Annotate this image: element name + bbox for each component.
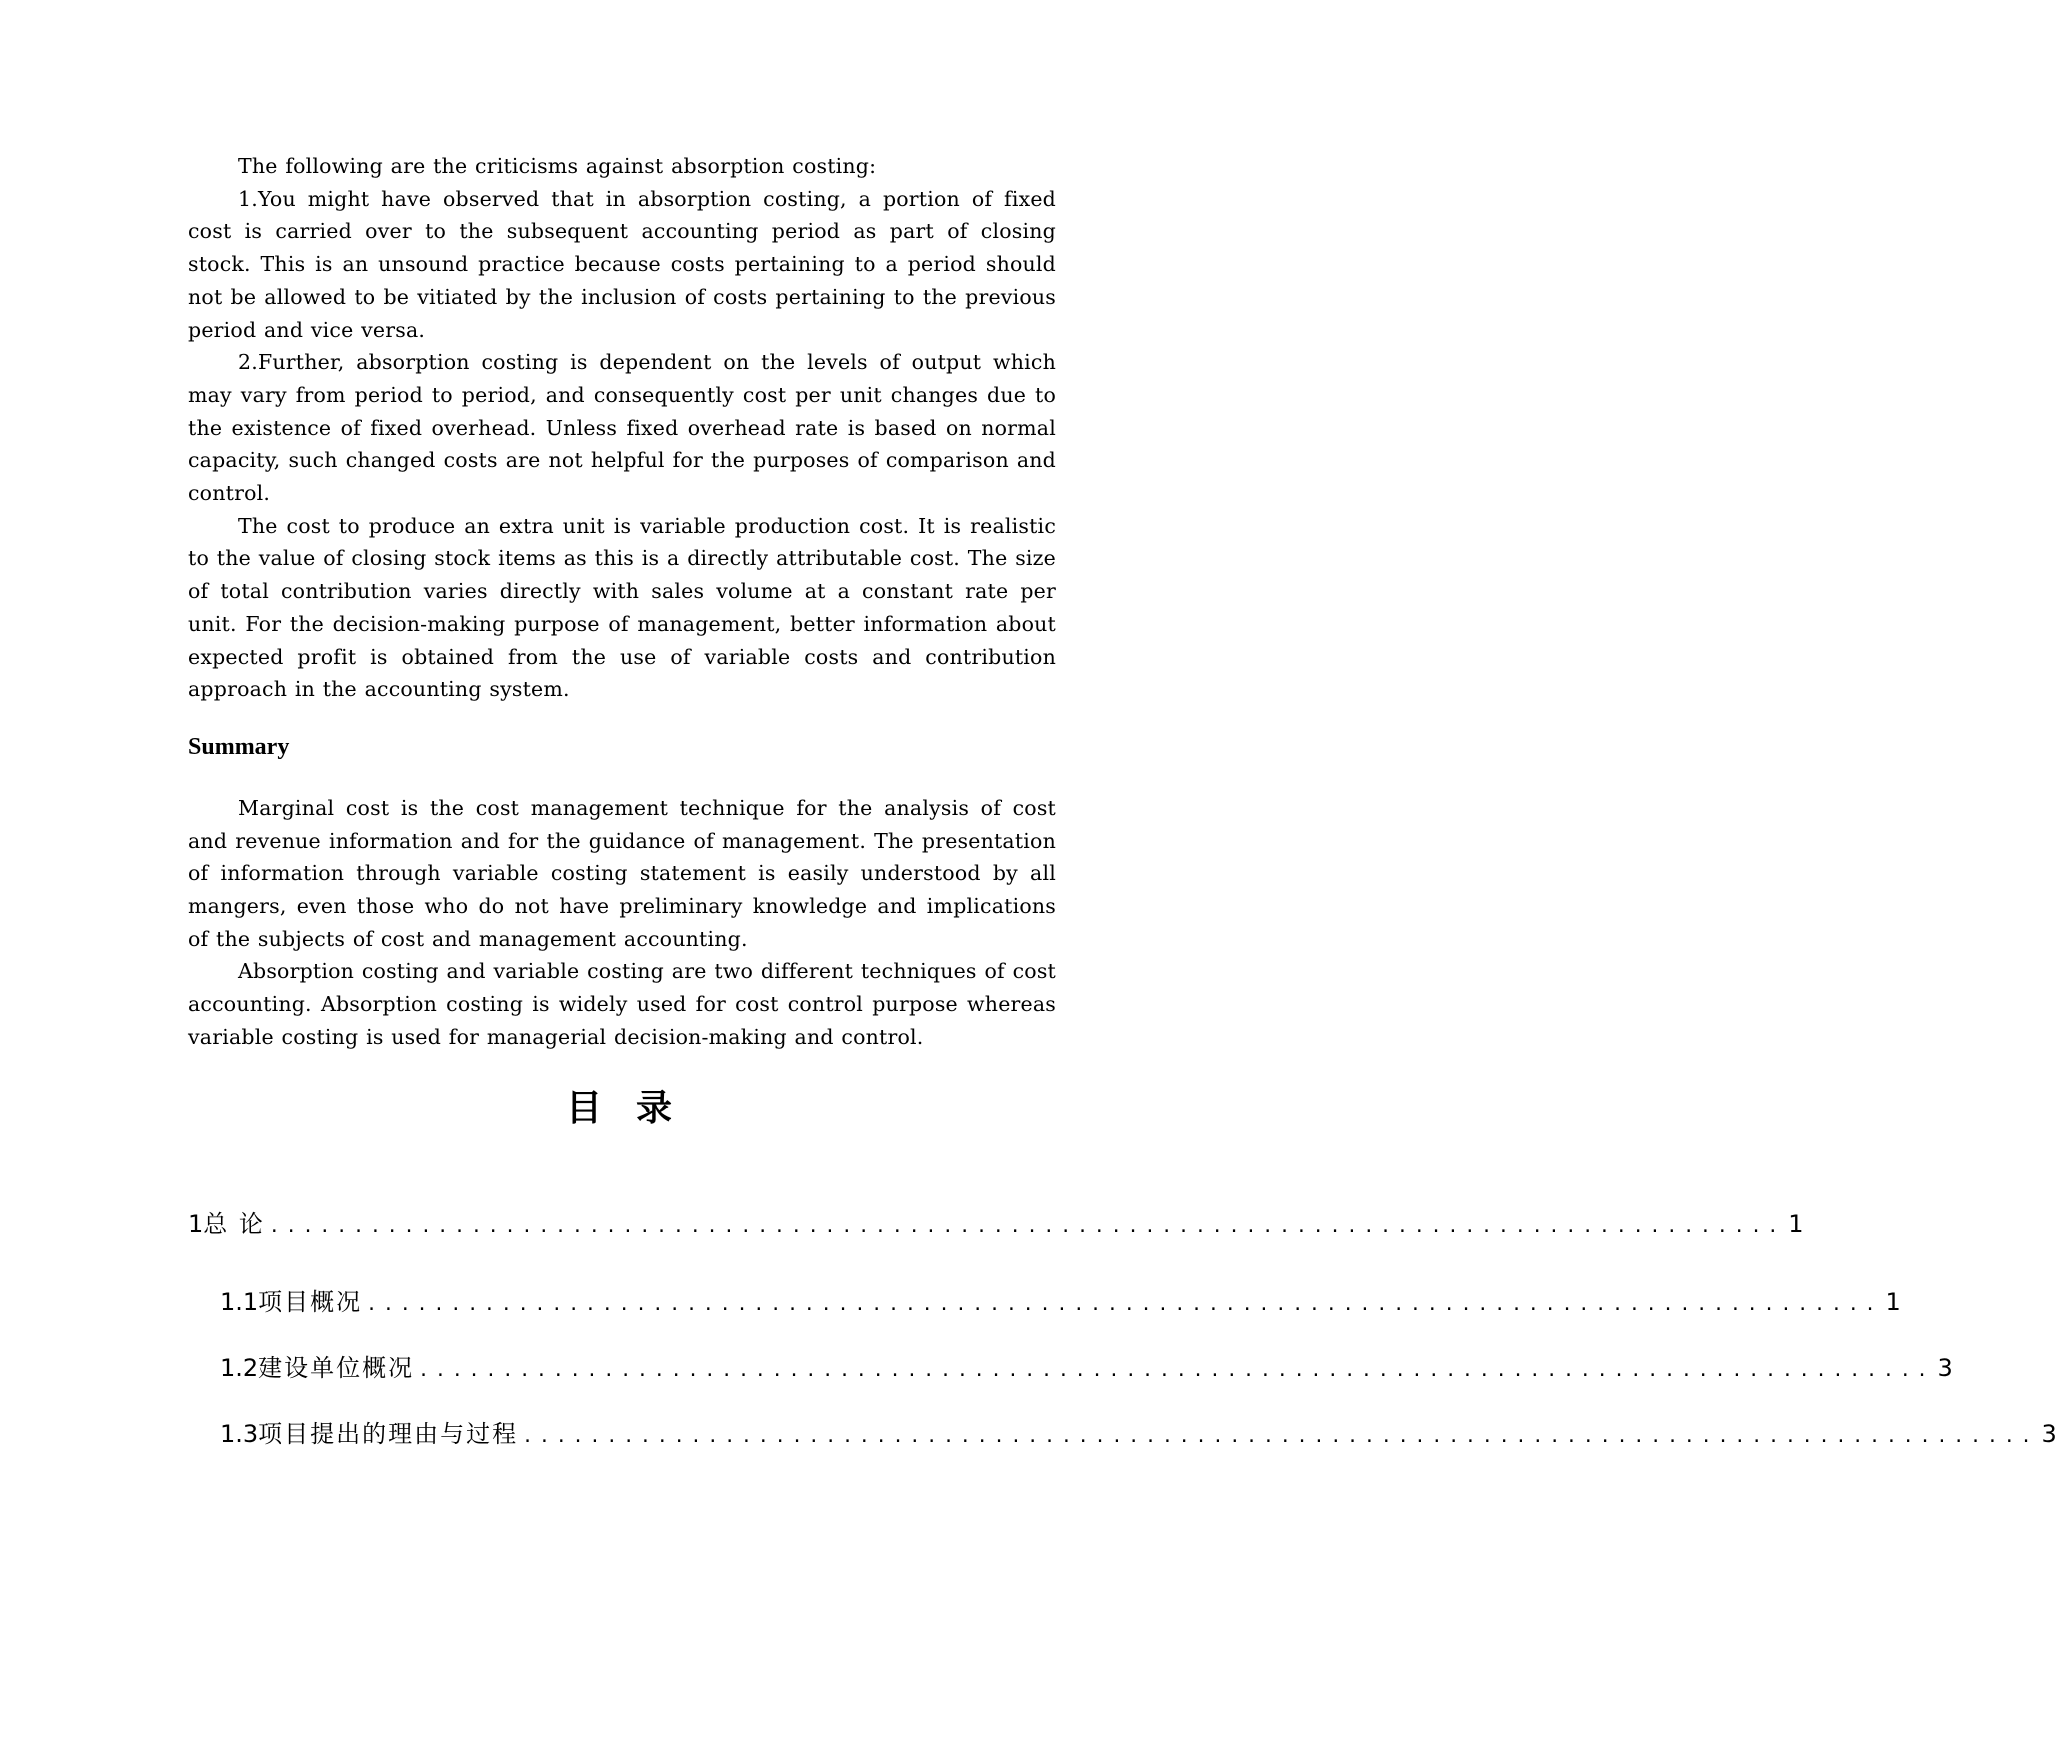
toc-entry-number: 1.3 bbox=[220, 1419, 259, 1448]
toc-leader-dots: .......................................................................................... bbox=[418, 1359, 1934, 1381]
table-of-contents bbox=[188, 1204, 2057, 1454]
toc-entry-1[interactable] bbox=[188, 1204, 1804, 1244]
toc-entry-1-2[interactable] bbox=[220, 1348, 1953, 1388]
toc-entry-label: 项目提出的理由与过程 bbox=[258, 1419, 519, 1448]
toc-entry-page: 1 bbox=[1885, 1287, 1901, 1316]
summary-paragraph-2 bbox=[188, 955, 1056, 1053]
toc-entry-1-3[interactable] bbox=[220, 1414, 2057, 1454]
toc-entry-1-1[interactable] bbox=[220, 1282, 1901, 1322]
summary-heading: Summary bbox=[188, 733, 290, 760]
criticism-point-2-text: 2.Further, absorption costing is dependent on the levels of output which may vary from period to period, and consequently cost per unit changes due to the existence of fixed overhead. Unless fixed overhead rate is based on normal capacity, such changed costs are not helpful for the purposes of comparison and control. bbox=[188, 350, 1056, 506]
criticism-point-1-text: 1.You might have observed that in absorption costing, a portion of fixed cost is carried over to the subsequent accounting period as part of closing stock. This is an unsound practice because costs pertaining to a period should not be allowed to be vitiated by the inclusion of costs pertaining to the previous period and vice versa. bbox=[188, 186, 1056, 342]
summary-paragraph-2-text: Absorption costing and variable costing are two different techniques of cost accounting. Absorption costing is widely used for cost control purpose whereas variable costing is used for managerial decision-making and control. bbox=[188, 959, 1056, 1049]
toc-leader-dots: .......................................................................................... bbox=[522, 1425, 2038, 1447]
toc-entry-label: 建设单位概况 bbox=[258, 1353, 415, 1382]
toc-entry-page: 1 bbox=[1788, 1209, 1804, 1238]
toc-leader-dots: .......................................................................................... bbox=[268, 1215, 1785, 1237]
document-page bbox=[188, 150, 2057, 1480]
toc-entry-label: 总 论 bbox=[203, 1209, 265, 1238]
toc-entry-page: 3 bbox=[1937, 1353, 1953, 1382]
toc-entry-page: 3 bbox=[2041, 1419, 2057, 1448]
toc-entry-label: 项目概况 bbox=[258, 1287, 363, 1316]
summary-paragraph-1-text: Marginal cost is the cost management technique for the analysis of cost and revenue information and for the guidance of management. The presentation of information through variable costing statement is easily understood by all mangers, even those who do not have preliminary knowledge and implications of the subjects of cost and management accounting. bbox=[188, 795, 1056, 951]
criticisms-intro bbox=[188, 150, 1056, 183]
toc-entry-number: 1.1 bbox=[220, 1287, 259, 1316]
toc-entry-number: 1.2 bbox=[220, 1353, 259, 1382]
criticism-point-1 bbox=[188, 183, 1056, 347]
variable-cost-paragraph bbox=[188, 510, 1056, 706]
toc-entry-number: 1 bbox=[188, 1209, 204, 1238]
toc-leader-dots: .......................................................................................... bbox=[366, 1293, 1882, 1315]
variable-cost-paragraph-text: The cost to produce an extra unit is variable production cost. It is realistic to the value of closing stock items as this is a directly attributable cost. The size of total contribution varies directly with sales volume at a constant rate per unit. For the decision-making purpose of management, better information about expected profit is obtained from the use of variable costs and contribution approach in the accounting system. bbox=[188, 513, 1056, 702]
criticism-point-2 bbox=[188, 346, 1056, 510]
toc-title: 目录 bbox=[565, 1087, 706, 1129]
summary-paragraph-1 bbox=[188, 792, 1056, 956]
criticisms-intro-text: The following are the criticisms against absorption costing: bbox=[238, 154, 877, 178]
